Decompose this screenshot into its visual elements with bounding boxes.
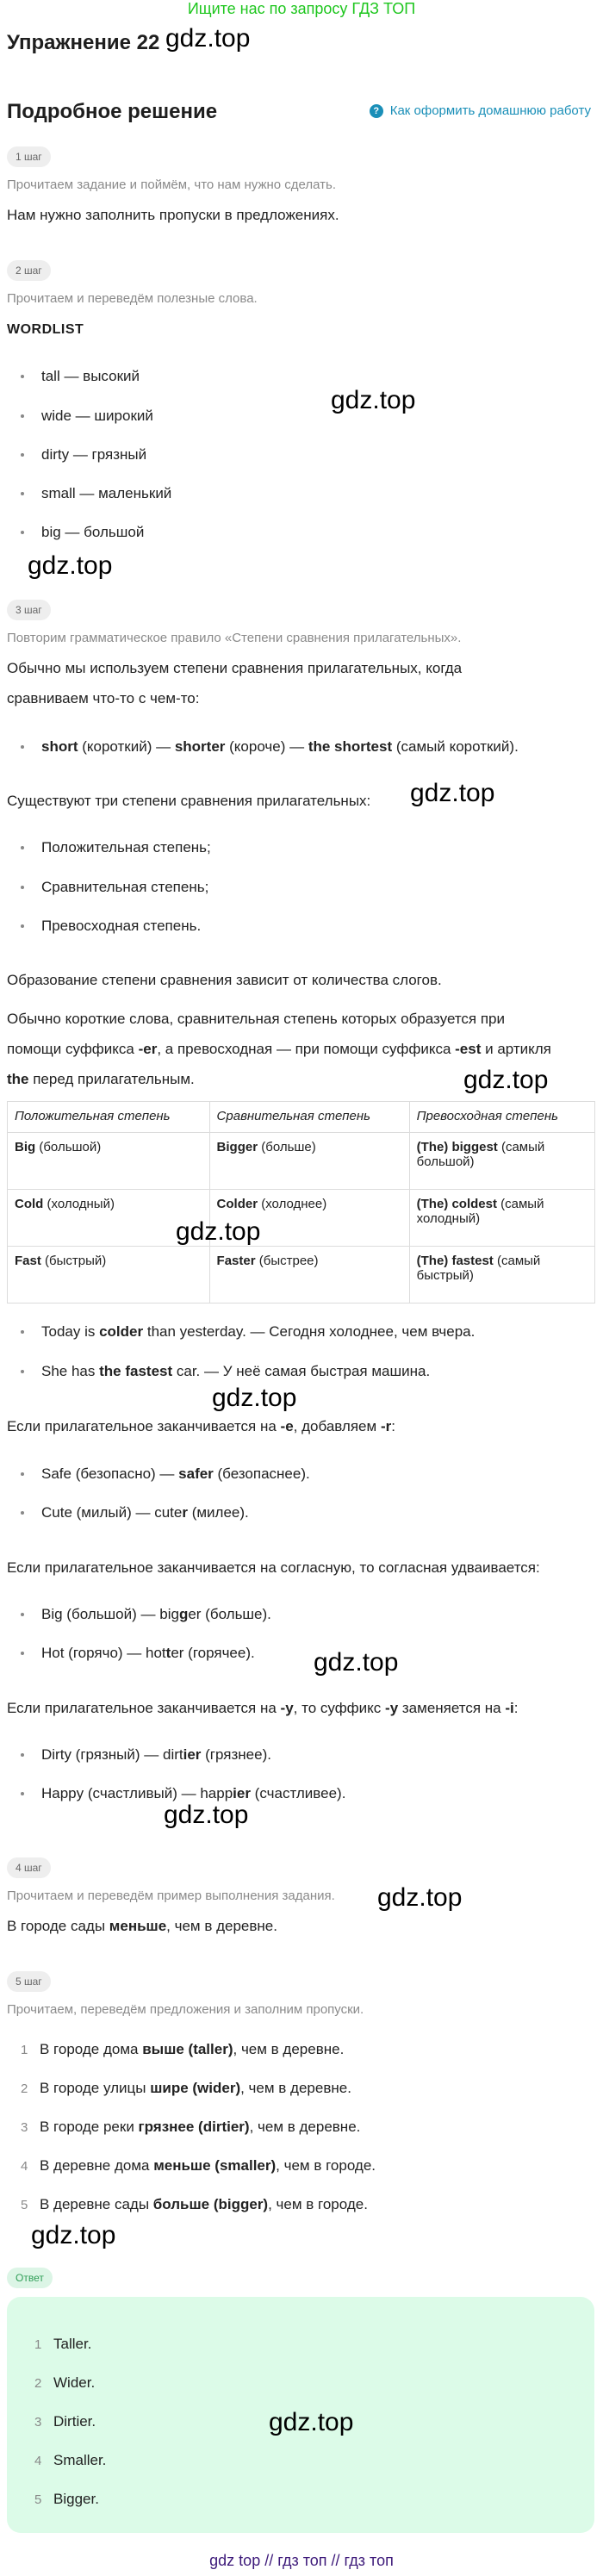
list-item: Safe (безопасно) — safer (безопаснее). <box>21 1465 310 1483</box>
step-badge-3: 3 шаг <box>7 600 51 620</box>
list-item: tall — высокий <box>21 368 140 385</box>
step-4-intro: Прочитаем и переведём пример выполнения задания. <box>7 1888 335 1903</box>
paragraph: Существуют три степени сравнения прилагательных: <box>7 793 371 809</box>
step-2-intro: Прочитаем и переведём полезные слова. <box>7 291 258 306</box>
list-item: wide — широкий <box>21 408 153 425</box>
answer-item: 2 Wider. <box>34 2374 96 2391</box>
list-item: Dirty (грязный) — dirtier (грязнее). <box>21 1746 271 1764</box>
list-item: Big (большой) — bigger (больше). <box>21 1606 271 1623</box>
table-cell: Cold (холодный) <box>8 1190 210 1247</box>
step-badge-2: 2 шаг <box>7 260 51 281</box>
table-cell: (The) biggest (самый большой) <box>409 1133 594 1190</box>
question-icon: ? <box>370 104 383 118</box>
step-badge-5: 5 шаг <box>7 1971 51 1992</box>
step-5-intro: Прочитаем, переведём предложения и заполним пропуски. <box>7 2002 364 2017</box>
answer-item: 4 Smaller. <box>34 2452 107 2468</box>
watermark: gdz.top <box>212 1384 297 1412</box>
paragraph: Обычно мы используем степени сравнения прилагательных, когда <box>7 660 463 676</box>
table-row <box>8 1247 595 1304</box>
step-3-intro: Повторим грамматическое правило «Степени сравнения прилагательных». <box>7 631 462 645</box>
list-item: big — большой <box>21 524 144 541</box>
list-item: Положительная степень; <box>21 839 211 856</box>
paragraph: Если прилагательное заканчивается на -e, добавляем -r: <box>7 1418 395 1434</box>
list-item: She has the fastest car. — У неё самая быстрая машина. <box>21 1363 430 1380</box>
table-header: Превосходная степень <box>409 1102 594 1133</box>
list-item: Cute (милый) — cuter (милее). <box>21 1504 249 1521</box>
list-item: 2 В городе улицы шире (wider), чем в деревне. <box>21 2080 351 2096</box>
list-item: Hot (горячо) — hotter (горячее). <box>21 1645 255 1662</box>
table-header: Положительная степень <box>8 1102 210 1133</box>
list-item: Happy (счастливый) — happier (счастливее). <box>21 1785 345 1802</box>
table-header-row <box>8 1102 595 1133</box>
wordlist-title: WORDLIST <box>7 322 84 337</box>
paragraph: В городе сады меньше, чем в деревне. <box>7 1918 277 1934</box>
paragraph: Если прилагательное заканчивается на -y, то суффикс -y заменяется на -i: <box>7 1700 519 1716</box>
top-watermark: Ищите нас по запросу ГДЗ ТОП <box>187 0 416 17</box>
watermark: gdz.top <box>28 551 113 580</box>
page-title: Упражнение 22 <box>7 31 160 54</box>
watermark: gdz.top <box>31 2221 116 2249</box>
table-cell: Colder (холоднее) <box>209 1190 409 1247</box>
list-item: Today is colder than yesterday. — Сегодня холоднее, чем вчера. <box>21 1323 475 1341</box>
step-badge-4: 4 шаг <box>7 1857 51 1878</box>
paragraph: the перед прилагательным. <box>7 1071 195 1087</box>
solution-heading: Подробное решение <box>7 100 218 123</box>
list-item: short (короткий) — shorter (короче) — the shortest (самый короткий). <box>21 738 519 756</box>
answer-item: 3 Dirtier. <box>34 2413 96 2430</box>
table-row <box>8 1133 595 1190</box>
table-header: Сравнительная степень <box>209 1102 409 1133</box>
watermark: gdz.top <box>331 386 416 414</box>
table-row <box>8 1190 595 1247</box>
bottom-watermark: gdz top // гдз топ // гдз топ <box>209 2552 394 2569</box>
paragraph: Обычно короткие слова, сравнительная степень которых образуется при <box>7 1011 506 1027</box>
answer-badge: Ответ <box>7 2268 53 2288</box>
table-cell: (The) coldest (самый холодный) <box>409 1190 594 1247</box>
list-item: dirty — грязный <box>21 446 146 464</box>
watermark: gdz.top <box>164 1801 249 1829</box>
paragraph: Если прилагательное заканчивается на согласную, то согласная удваивается: <box>7 1559 540 1576</box>
list-item: 3 В городе реки грязнее (dirtier), чем в деревне. <box>21 2119 361 2135</box>
list-item: Сравнительная степень; <box>21 879 208 896</box>
watermark: gdz.top <box>410 779 495 807</box>
table-cell: Bigger (больше) <box>209 1133 409 1190</box>
step-badge-1: 1 шаг <box>7 146 51 167</box>
list-item: 4 В деревне дома меньше (smaller), чем в городе. <box>21 2157 376 2174</box>
watermark: gdz.top <box>314 1648 399 1677</box>
list-item: 5 В деревне сады больше (bigger), чем в городе. <box>21 2196 368 2212</box>
table-cell: Big (большой) <box>8 1133 210 1190</box>
howto-link-label: Как оформить домашнюю работу <box>389 103 591 118</box>
watermark: gdz.top <box>463 1066 549 1094</box>
watermark: gdz.top <box>377 1883 463 1912</box>
howto-link[interactable] <box>370 103 591 118</box>
watermark: gdz.top <box>269 2408 354 2436</box>
paragraph: Образование степени сравнения зависит от количества слогов. <box>7 972 442 988</box>
paragraph: сравниваем что-то с чем-то: <box>7 690 200 706</box>
list-item: small — маленький <box>21 485 171 502</box>
list-item: 1 В городе дома выше (taller), чем в деревне. <box>21 2041 345 2057</box>
step-1-text: Нам нужно заполнить пропуски в предложениях. <box>7 207 339 223</box>
table-cell: (The) fastest (самый быстрый) <box>409 1247 594 1304</box>
answer-item: 5 Bigger. <box>34 2491 99 2507</box>
table-cell: Fast (быстрый) <box>8 1247 210 1304</box>
paragraph: помощи суффикса -er, а превосходная — при помощи суффикса -est и артикля <box>7 1041 551 1057</box>
watermark: gdz.top <box>176 1217 261 1246</box>
step-1-intro: Прочитаем задание и поймём, что нам нужно сделать. <box>7 177 337 192</box>
comparison-table <box>7 1101 595 1304</box>
answer-item: 1 Taller. <box>34 2336 92 2352</box>
table-cell: Faster (быстрее) <box>209 1247 409 1304</box>
watermark: gdz.top <box>165 24 251 53</box>
list-item: Превосходная степень. <box>21 918 201 935</box>
